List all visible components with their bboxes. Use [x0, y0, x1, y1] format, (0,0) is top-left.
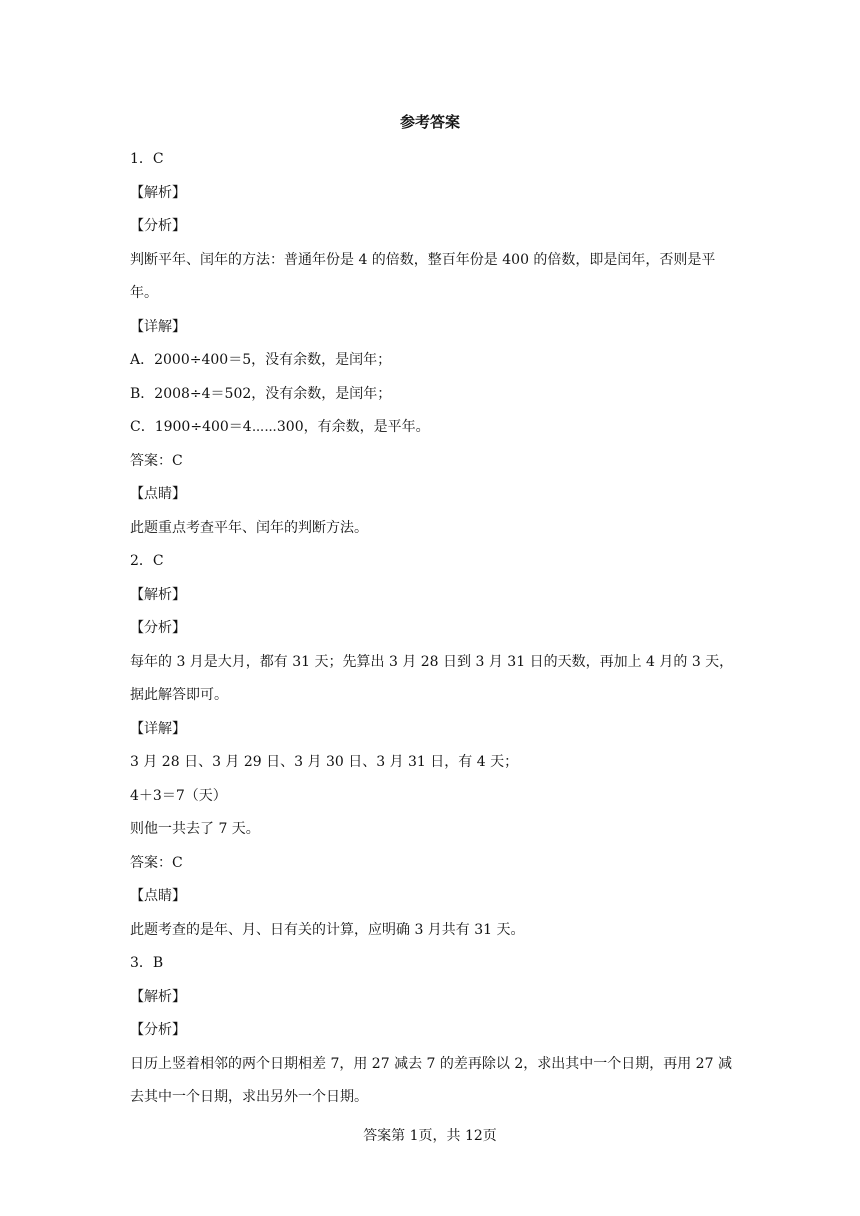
comment-text: 此题考查的是年、月、日有关的计算，应明确 3 月共有 31 天。	[130, 921, 525, 938]
detail-line: 4＋3＝7（天）	[130, 787, 227, 804]
section-jiexi: 【解析】	[130, 988, 186, 1005]
section-dianjing: 【点睛】	[130, 888, 186, 904]
page-title: 参考答案	[399, 113, 460, 131]
analysis-text: 判断平年、闰年的方法：普通年份是 4 的倍数，整百年份是 400 的倍数，即是闰年，否则是平年。	[130, 251, 716, 301]
answer-line: 答案：C	[130, 452, 183, 469]
detail-line: C．1900÷400＝4⋯⋯300，有余数，是平年。	[130, 419, 430, 435]
section-xiangjie: 【详解】	[130, 720, 186, 737]
detail-line: A．2000÷400＝5，没有余数，是闰年；	[130, 352, 392, 368]
detail-line: 3 月 28 日、3 月 29 日、3 月 30 日、3 月 31 日，有 4 天；	[130, 754, 519, 770]
answer-content	[130, 143, 740, 1115]
page-footer: 答案第 1页，共 12页	[363, 1128, 497, 1144]
section-xiangjie: 【详解】	[130, 318, 186, 335]
section-dianjing: 【点睛】	[130, 486, 186, 502]
section-fenxi: 【分析】	[130, 620, 186, 636]
answer-line-q2: 2．C	[130, 553, 164, 569]
answer-line-q3: 3．B	[130, 955, 164, 971]
analysis-text: 日历上竖着相邻的两个日期相差 7，用 27 减去 7 的差再除以 2，求出其中一个日期，再用 27 减去其中一个日期，求出另外一个日期。	[130, 1055, 732, 1105]
detail-line: B．2008÷4＝502，没有余数，是闰年；	[130, 385, 392, 402]
section-jiexi: 【解析】	[130, 586, 186, 603]
detail-line: 则他一共去了 7 天。	[130, 821, 260, 837]
section-fenxi: 【分析】	[130, 1022, 186, 1038]
analysis-text: 每年的 3 月是大月，都有 31 天；先算出 3 月 28 日到 3 月 31 日的天数，再加上 4 月的 3 天，据此解答即可。	[130, 653, 734, 703]
section-jiexi: 【解析】	[130, 184, 186, 201]
answer-line: 答案：C	[130, 854, 183, 871]
answer-line-q1: 1．C	[130, 151, 164, 167]
comment-text: 此题重点考查平年、闰年的判断方法。	[130, 519, 368, 536]
section-fenxi: 【分析】	[130, 218, 186, 234]
